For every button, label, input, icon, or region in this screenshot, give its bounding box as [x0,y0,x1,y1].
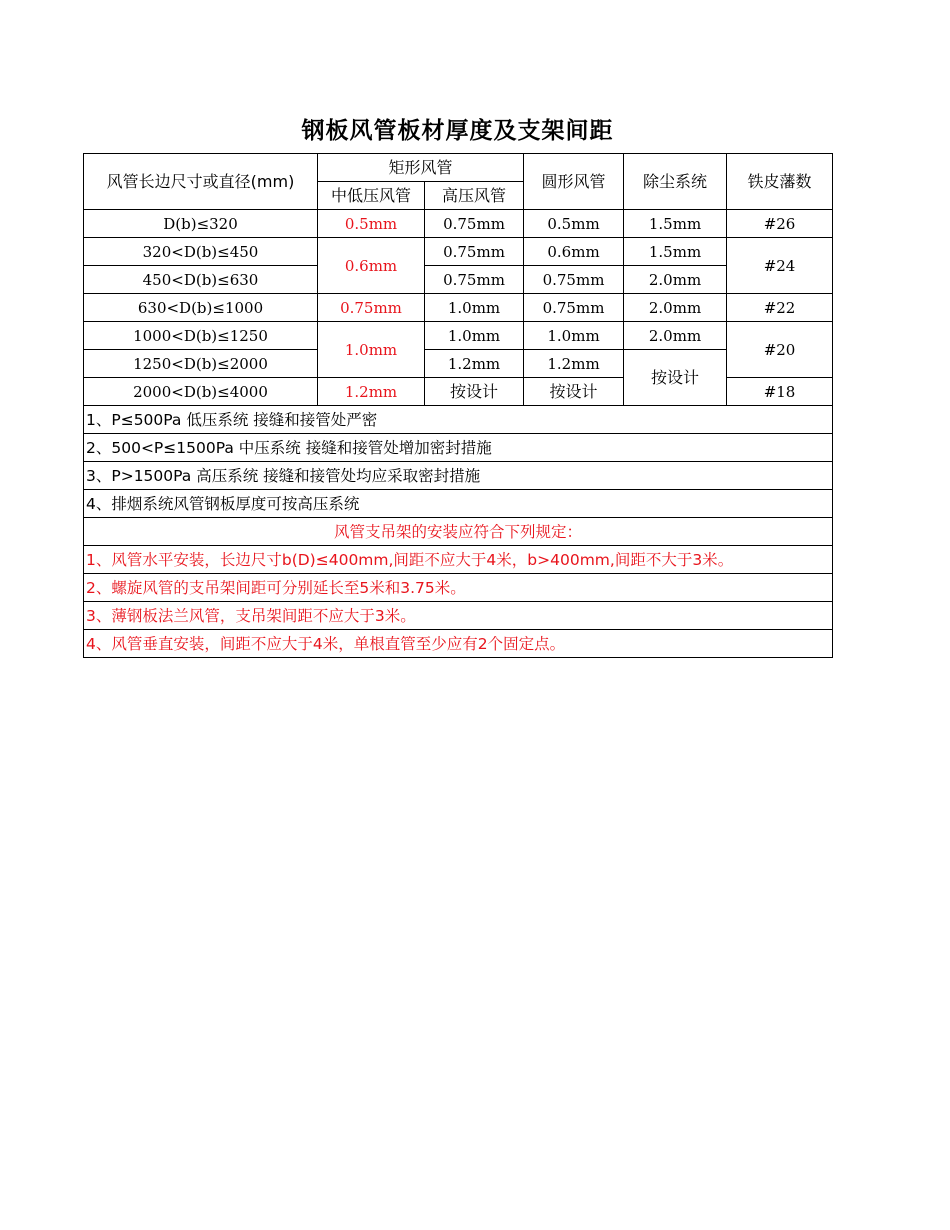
cell-size: D(b)≤320 [84,210,318,238]
cell-high: 0.75mm [425,238,524,266]
cell-high: 1.0mm [425,294,524,322]
support-note: 4、风管垂直安装，间距不应大于4米，单根直管至少应有2个固定点。 [84,630,833,658]
cell-round: 1.2mm [524,350,624,378]
cell-size: 1250<D(b)≤2000 [84,350,318,378]
header-round: 圆形风管 [524,154,624,210]
cell-low: 0.6mm [318,238,425,294]
cell-round: 0.5mm [524,210,624,238]
cell-dust: 2.0mm [624,322,727,350]
cell-gauge: #20 [727,322,833,378]
cell-dust: 2.0mm [624,266,727,294]
cell-high: 0.75mm [425,210,524,238]
support-note: 2、螺旋风管的支吊架间距可分别延长至5米和3.75米。 [84,574,833,602]
cell-size: 450<D(b)≤630 [84,266,318,294]
cell-dust: 1.5mm [624,238,727,266]
cell-high: 1.2mm [425,350,524,378]
cell-round: 0.6mm [524,238,624,266]
pressure-note: 2、500<P≤1500Pa 中压系统 接缝和接管处增加密封措施 [84,434,833,462]
duct-spec-table [83,153,833,658]
header-rect: 矩形风管 [318,154,524,182]
cell-round: 按设计 [524,378,624,406]
page-title: 钢板风管板材厚度及支架间距 [301,118,614,144]
pressure-note: 4、排烟系统风管钢板厚度可按高压系统 [84,490,833,518]
pressure-note: 3、P>1500Pa 高压系统 接缝和接管处均应采取密封措施 [84,462,833,490]
cell-low: 1.2mm [318,378,425,406]
support-note: 1、风管水平安装，长边尺寸b(D)≤400mm,间距不应大于4米，b>400mm,间距不大于3米。 [84,546,833,574]
cell-low: 0.75mm [318,294,425,322]
cell-round: 0.75mm [524,266,624,294]
cell-size: 1000<D(b)≤1250 [84,322,318,350]
cell-size: 320<D(b)≤450 [84,238,318,266]
cell-gauge: #22 [727,294,833,322]
header-rect-high: 高压风管 [425,182,524,210]
cell-high: 0.75mm [425,266,524,294]
pressure-note: 1、P≤500Pa 低压系统 接缝和接管处严密 [84,406,833,434]
cell-high: 1.0mm [425,322,524,350]
cell-high: 按设计 [425,378,524,406]
cell-round: 1.0mm [524,322,624,350]
cell-gauge: #24 [727,238,833,294]
header-gauge: 铁皮藩数 [727,154,833,210]
support-heading: 风管支吊架的安装应符合下列规定： [84,518,833,546]
header-size: 风管长边尺寸或直径(mm) [84,154,318,210]
cell-gauge: #26 [727,210,833,238]
cell-dust: 按设计 [624,350,727,406]
cell-dust: 1.5mm [624,210,727,238]
support-note: 3、薄钢板法兰风管，支吊架间距不应大于3米。 [84,602,833,630]
cell-size: 2000<D(b)≤4000 [84,378,318,406]
cell-low: 0.5mm [318,210,425,238]
cell-low: 1.0mm [318,322,425,378]
cell-gauge: #18 [727,378,833,406]
header-rect-low: 中低压风管 [318,182,425,210]
cell-round: 0.75mm [524,294,624,322]
header-dust: 除尘系统 [624,154,727,210]
cell-size: 630<D(b)≤1000 [84,294,318,322]
cell-dust: 2.0mm [624,294,727,322]
